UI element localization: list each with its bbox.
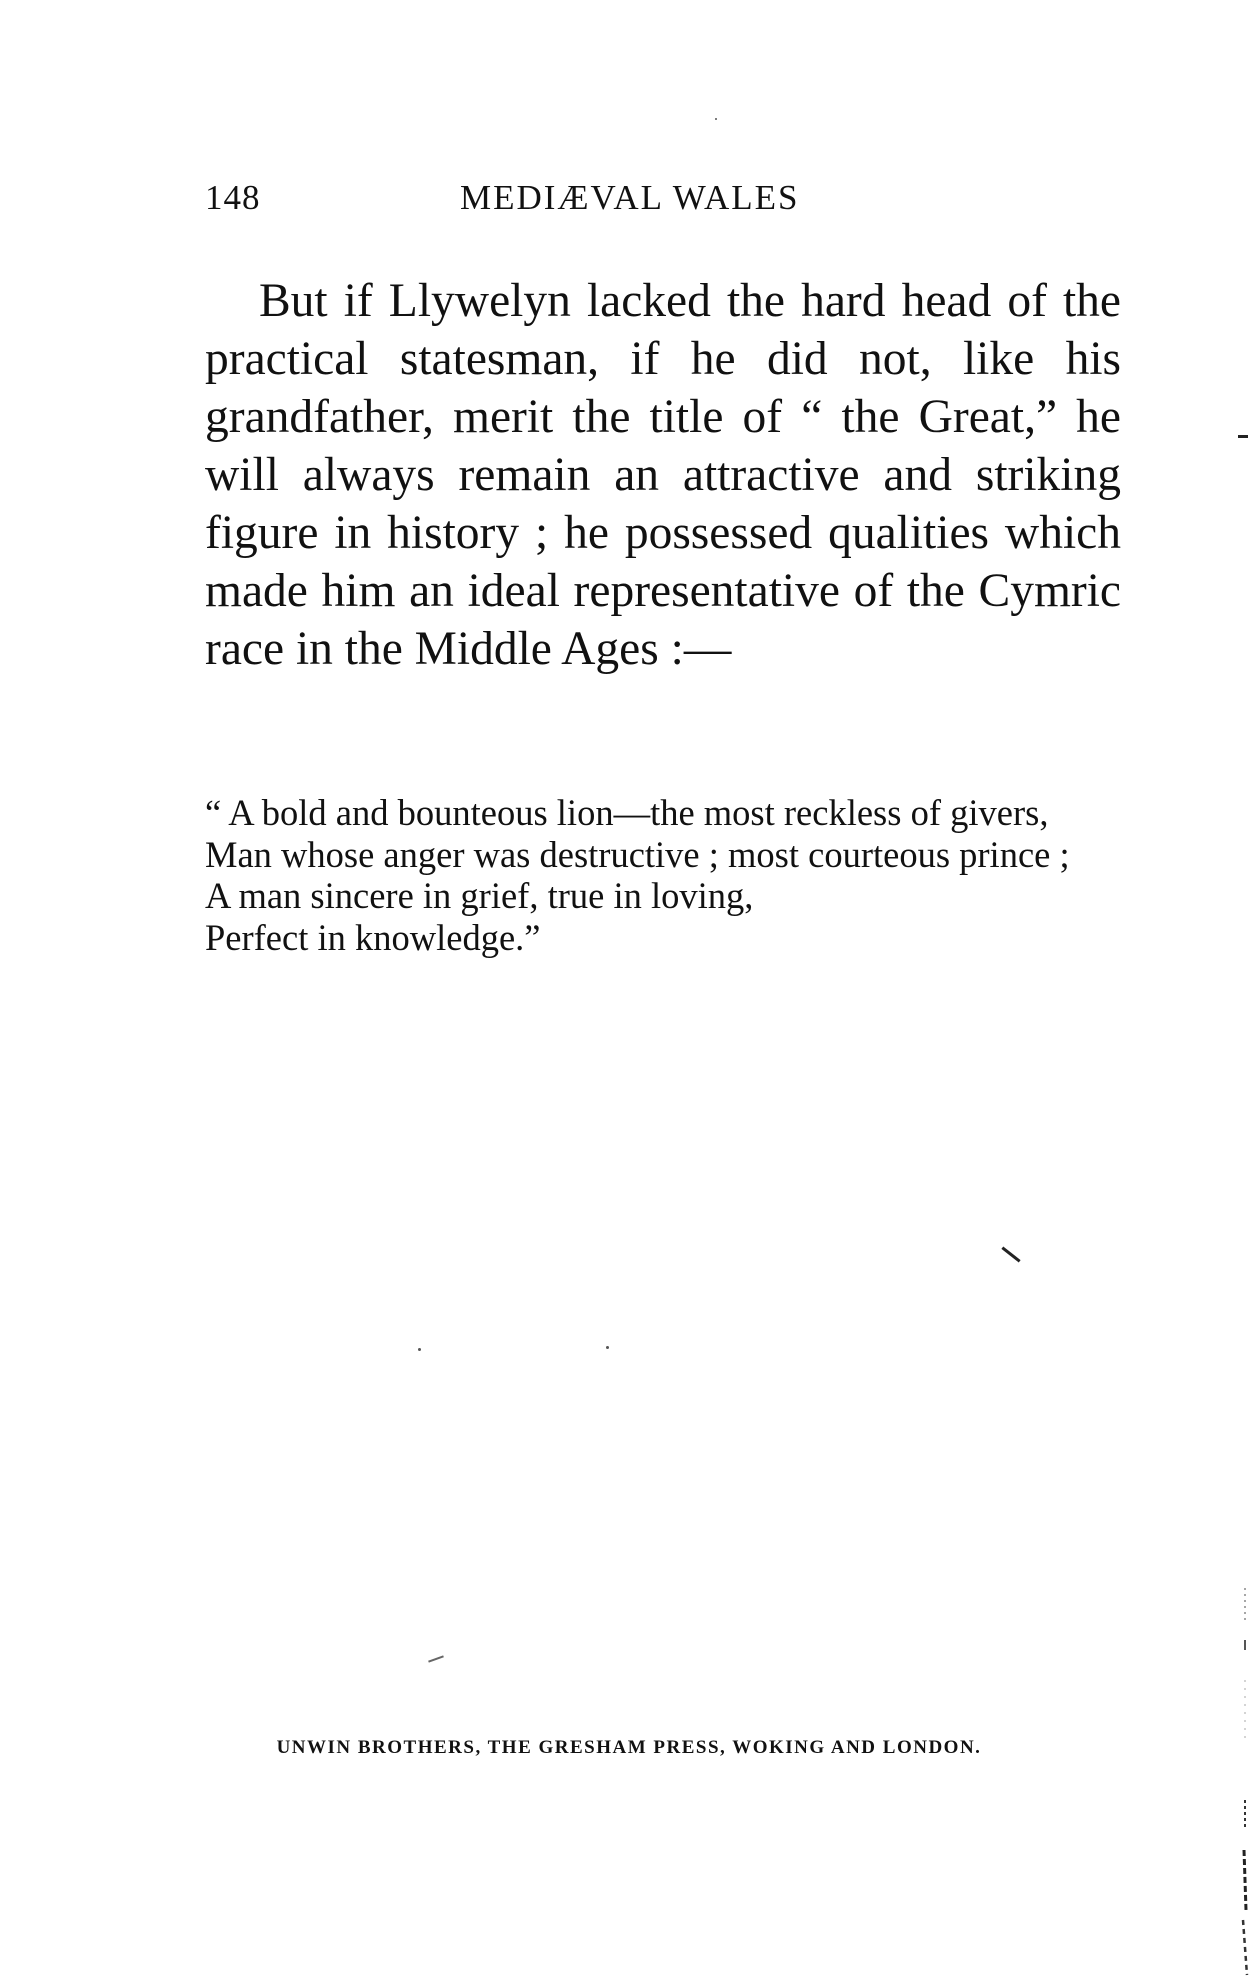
scan-mark — [1001, 1247, 1020, 1263]
verse-line: Perfect in knowledge.” — [205, 916, 541, 958]
body-paragraph: But if Llywelyn lacked the hard head of the practical statesman, if he did not, like his grandfather, merit the title of “ the Great,” he will always remain an attractive and striking figure in history ; he possessed qualities which made him an ideal representative of the Cymric race in the Middle Ages :— — [205, 275, 1121, 675]
scan-speck — [715, 118, 717, 120]
verse-line: “ A bold and bounteous lion—the most reckless of givers, — [205, 792, 1049, 833]
verse-line: A man sincere in grief, true in loving, — [205, 875, 754, 916]
page-number: 148 — [205, 178, 261, 217]
scan-speck — [606, 1346, 609, 1349]
verse-line: Man whose anger was destructive ; most courteous prince ; — [205, 833, 1070, 875]
printer-imprint: UNWIN BROTHERS, THE GRESHAM PRESS, WOKING AND LONDON. — [276, 1737, 982, 1758]
scan-mark — [428, 1655, 444, 1662]
running-head — [205, 178, 1125, 228]
verse-quotation — [205, 792, 1125, 958]
page-edge-marks — [1238, 1580, 1252, 1980]
running-title: MEDIÆVAL WALES — [460, 178, 800, 217]
scan-mark — [1238, 435, 1248, 438]
scan-speck — [418, 1348, 421, 1351]
